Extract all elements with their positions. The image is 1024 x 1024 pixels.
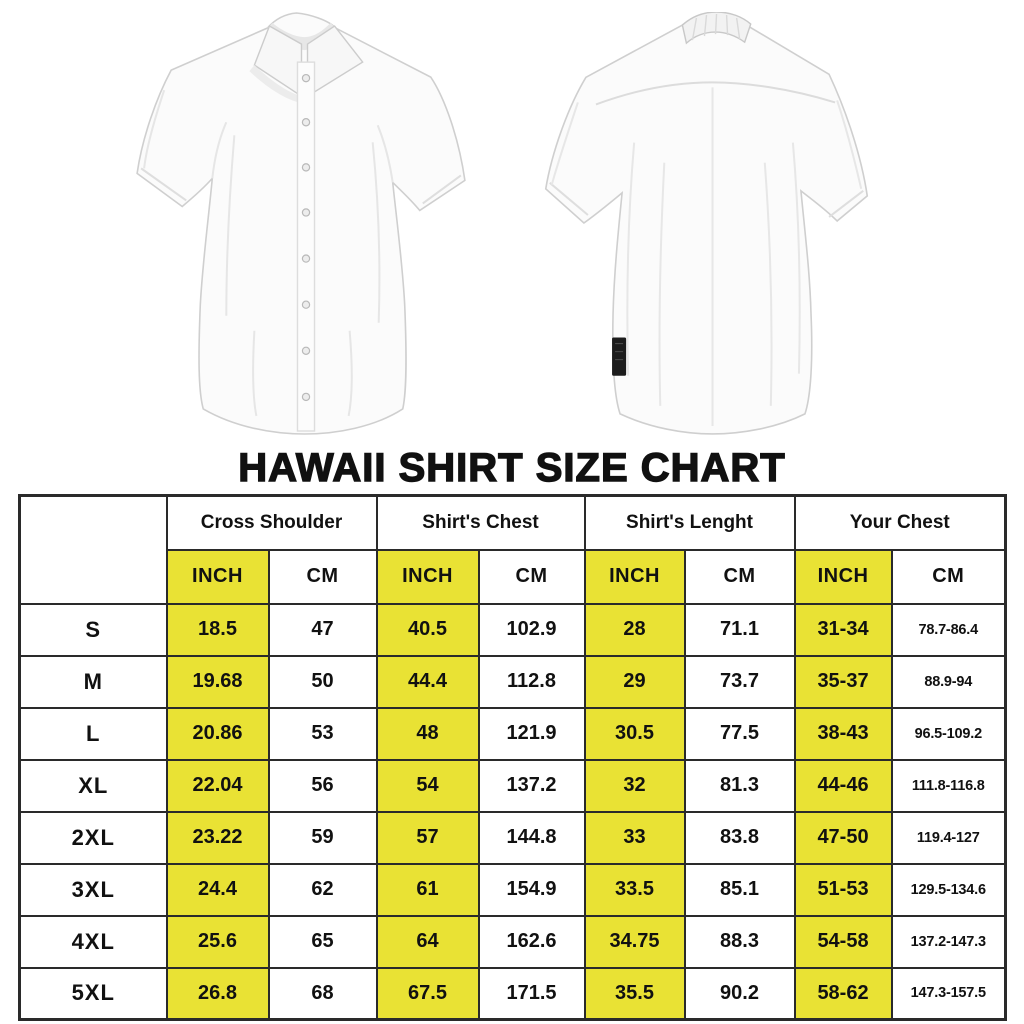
- cm-value-cell: 88.9-94: [892, 656, 1006, 708]
- size-table-body: [20, 604, 1006, 1020]
- table-row: [20, 916, 1006, 968]
- inch-value-cell: 19.68: [167, 656, 269, 708]
- unit-header-cm: CM: [892, 550, 1006, 604]
- table-row: [20, 968, 1006, 1020]
- cm-value-cell: 147.3-157.5: [892, 968, 1006, 1020]
- inch-value-cell: 64: [377, 916, 479, 968]
- inch-value-cell: 34.75: [585, 916, 685, 968]
- shirt-back-body: [546, 12, 868, 434]
- inch-value-cell: 29: [585, 656, 685, 708]
- group-header-cross-shoulder: Cross Shoulder: [167, 496, 377, 550]
- cm-value-cell: 78.7-86.4: [892, 604, 1006, 656]
- table-row: [20, 812, 1006, 864]
- cm-value-cell: 62: [269, 864, 377, 916]
- inch-value-cell: 44-46: [795, 760, 892, 812]
- size-label: 2XL: [20, 812, 167, 864]
- group-header-shirts-chest: Shirt's Chest: [377, 496, 585, 550]
- inch-value-cell: 54: [377, 760, 479, 812]
- size-label: L: [20, 708, 167, 760]
- inch-value-cell: 58-62: [795, 968, 892, 1020]
- cm-value-cell: 111.8-116.8: [892, 760, 1006, 812]
- cm-value-cell: 50: [269, 656, 377, 708]
- table-row: [20, 604, 1006, 656]
- page-title: HAWAII SHIRT SIZE CHART: [238, 446, 786, 490]
- table-row: [20, 656, 1006, 708]
- cm-value-cell: 81.3: [685, 760, 795, 812]
- corner-cell: [20, 496, 167, 604]
- inch-value-cell: 57: [377, 812, 479, 864]
- cm-value-cell: 77.5: [685, 708, 795, 760]
- inch-value-cell: 28: [585, 604, 685, 656]
- cm-value-cell: 137.2: [479, 760, 585, 812]
- cm-value-cell: 121.9: [479, 708, 585, 760]
- cm-value-cell: 119.4-127: [892, 812, 1006, 864]
- inch-value-cell: 51-53: [795, 864, 892, 916]
- inch-value-cell: 33.5: [585, 864, 685, 916]
- cm-value-cell: 85.1: [685, 864, 795, 916]
- cm-value-cell: 59: [269, 812, 377, 864]
- cm-value-cell: 162.6: [479, 916, 585, 968]
- size-label: XL: [20, 760, 167, 812]
- inch-value-cell: 23.22: [167, 812, 269, 864]
- inch-value-cell: 38-43: [795, 708, 892, 760]
- unit-header-inch: INCH: [167, 550, 269, 604]
- size-label: 5XL: [20, 968, 167, 1020]
- cm-value-cell: 83.8: [685, 812, 795, 864]
- unit-header-row: [20, 550, 1006, 604]
- inch-value-cell: 26.8: [167, 968, 269, 1020]
- unit-header-inch: INCH: [585, 550, 685, 604]
- cm-value-cell: 129.5-134.6: [892, 864, 1006, 916]
- unit-header-cm: CM: [269, 550, 377, 604]
- cm-value-cell: 56: [269, 760, 377, 812]
- cm-value-cell: 112.8: [479, 656, 585, 708]
- cm-value-cell: 73.7: [685, 656, 795, 708]
- inch-value-cell: 35-37: [795, 656, 892, 708]
- unit-header-cm: CM: [685, 550, 795, 604]
- inch-value-cell: 35.5: [585, 968, 685, 1020]
- cm-value-cell: 154.9: [479, 864, 585, 916]
- shirt-front-image: [133, 10, 471, 436]
- unit-header-inch: INCH: [795, 550, 892, 604]
- inch-value-cell: 18.5: [167, 604, 269, 656]
- group-header-shirts-lenght: Shirt's Lenght: [585, 496, 795, 550]
- group-header-your-chest: Your Chest: [795, 496, 1006, 550]
- inch-value-cell: 40.5: [377, 604, 479, 656]
- unit-header-cm: CM: [479, 550, 585, 604]
- size-label: S: [20, 604, 167, 656]
- size-label: M: [20, 656, 167, 708]
- cm-value-cell: 137.2-147.3: [892, 916, 1006, 968]
- cm-value-cell: 71.1: [685, 604, 795, 656]
- shirt-front-body: [137, 13, 465, 434]
- size-label: 3XL: [20, 864, 167, 916]
- cm-value-cell: 90.2: [685, 968, 795, 1020]
- table-row: [20, 708, 1006, 760]
- cm-value-cell: 102.9: [479, 604, 585, 656]
- inch-value-cell: 44.4: [377, 656, 479, 708]
- cm-value-cell: 65: [269, 916, 377, 968]
- inch-value-cell: 24.4: [167, 864, 269, 916]
- inch-value-cell: 54-58: [795, 916, 892, 968]
- cm-value-cell: 47: [269, 604, 377, 656]
- cm-value-cell: 68: [269, 968, 377, 1020]
- size-chart-table: [18, 494, 1007, 1021]
- group-header-row: [20, 496, 1006, 550]
- shirt-back-image: [543, 12, 871, 436]
- inch-value-cell: 47-50: [795, 812, 892, 864]
- inch-value-cell: 48: [377, 708, 479, 760]
- inch-value-cell: 33: [585, 812, 685, 864]
- table-row: [20, 760, 1006, 812]
- inch-value-cell: 61: [377, 864, 479, 916]
- inch-value-cell: 25.6: [167, 916, 269, 968]
- cm-value-cell: 53: [269, 708, 377, 760]
- inch-value-cell: 31-34: [795, 604, 892, 656]
- cm-value-cell: 88.3: [685, 916, 795, 968]
- inch-value-cell: 30.5: [585, 708, 685, 760]
- inch-value-cell: 22.04: [167, 760, 269, 812]
- inch-value-cell: 20.86: [167, 708, 269, 760]
- size-label: 4XL: [20, 916, 167, 968]
- button-placket: [297, 62, 314, 431]
- inch-value-cell: 67.5: [377, 968, 479, 1020]
- inch-value-cell: 32: [585, 760, 685, 812]
- table-row: [20, 864, 1006, 916]
- cm-value-cell: 96.5-109.2: [892, 708, 1006, 760]
- cm-value-cell: 144.8: [479, 812, 585, 864]
- unit-header-inch: INCH: [377, 550, 479, 604]
- cm-value-cell: 171.5: [479, 968, 585, 1020]
